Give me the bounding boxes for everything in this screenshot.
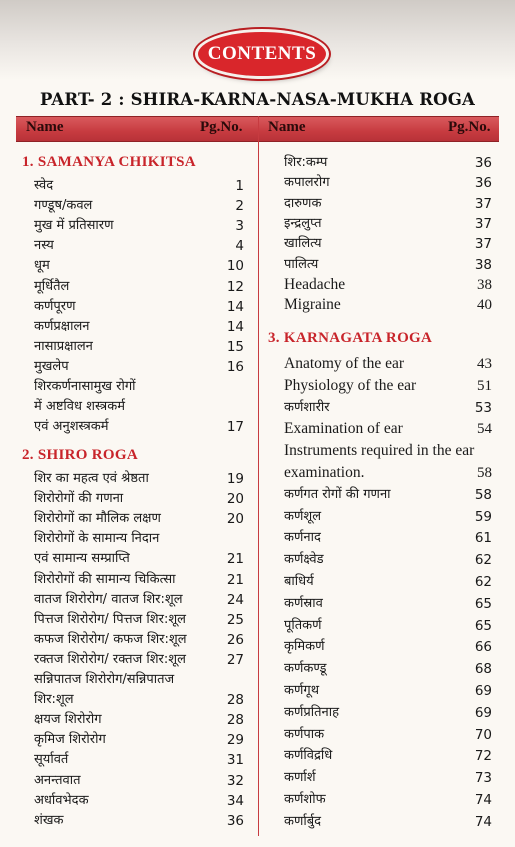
entry-page: 1 (235, 178, 244, 194)
entry-name: कर्णकण्डू (284, 661, 327, 677)
toc-entry[interactable] (34, 670, 244, 690)
entry-name: कर्णपूरण (34, 298, 76, 314)
entry-page: 28 (226, 692, 244, 709)
entry-name: क्षयज शिरोरोग (34, 712, 102, 728)
entry-name: कफज शिरोरोग/ कफज शिर:शूल (34, 631, 187, 647)
entry-page: 66 (474, 639, 492, 656)
toc-entry[interactable] (284, 173, 492, 193)
toc-entry[interactable] (34, 357, 244, 377)
entry-page: 2 (235, 198, 244, 215)
entry-page: 74 (474, 813, 492, 830)
toc-entry[interactable] (284, 376, 492, 396)
toc-entry[interactable] (284, 746, 492, 766)
entry-name: कर्णप्रतिनाह (284, 704, 340, 720)
entry-page: 36 (226, 812, 244, 829)
entry-name: examination. (284, 464, 365, 481)
entry-name: कर्णस्राव (284, 595, 323, 611)
entry-name: धूम (34, 258, 50, 274)
toc-entry[interactable] (34, 489, 244, 509)
entry-page: 14 (226, 318, 244, 335)
entry-name: शिरकर्णनासामुख रोगों (34, 379, 136, 394)
entry-page: 24 (226, 591, 244, 608)
right-name-header: Name (268, 119, 306, 135)
entry-name: शिर:कम्प (284, 155, 328, 170)
entry-name: खालित्य (284, 236, 322, 252)
entry-page: 36 (474, 155, 492, 171)
entry-page: 59 (474, 508, 492, 525)
entry-name: कर्णविद्रधि (284, 748, 333, 764)
entry-name: एवं अनुशस्त्रकर्म (34, 419, 109, 435)
entry-name: कर्णार्बुद (284, 813, 322, 829)
entry-page: 17 (226, 419, 244, 436)
toc-entry[interactable] (284, 572, 492, 592)
entry-page: 16 (226, 358, 244, 375)
entry-page: 29 (226, 732, 244, 749)
toc-entry[interactable] (34, 297, 244, 317)
entry-name: Headache (284, 275, 346, 293)
left-name-header: Name (26, 119, 64, 135)
entry-name: कर्णनाद (284, 530, 321, 546)
entry-name: वातज शिरोरोग/ वातज शिर:शूल (34, 591, 183, 607)
entry-name: मूर्धितैल (34, 278, 70, 294)
contents-badge-label: CONTENTS (207, 43, 317, 64)
toc-entry[interactable] (284, 594, 492, 614)
toc-entry[interactable] (284, 441, 492, 461)
toc-entry[interactable] (284, 354, 492, 374)
toc-entry[interactable] (34, 730, 244, 750)
entry-page: 62 (474, 552, 492, 569)
toc-entry[interactable] (284, 295, 492, 315)
entry-page: 58 (474, 486, 492, 503)
toc-entry[interactable] (284, 659, 492, 679)
entry-name: नस्य (34, 238, 54, 254)
entry-name: Physiology of the ear (284, 376, 417, 394)
toc-entry[interactable] (284, 234, 492, 254)
toc-entry[interactable] (34, 509, 244, 529)
entry-page: 20 (226, 511, 244, 528)
toc-entry[interactable] (284, 550, 492, 570)
entry-name: कर्णशारीर (284, 399, 330, 415)
toc-entry[interactable] (284, 528, 492, 548)
entry-page: 28 (226, 712, 244, 729)
toc-entry[interactable] (34, 236, 244, 256)
toc-entry[interactable] (34, 417, 244, 437)
entry-page: 21 (226, 551, 244, 568)
entry-page: 73 (474, 770, 492, 787)
right-page-header: Pg.No. (448, 119, 491, 135)
toc-entry[interactable] (284, 768, 492, 788)
entry-page: 58 (477, 465, 492, 481)
toc-entry[interactable] (34, 397, 244, 417)
entry-name: शिर:शूल (34, 692, 74, 708)
entry-name: शंखक (34, 812, 64, 828)
entry-page: 36 (474, 175, 492, 192)
entry-page: 19 (226, 471, 244, 487)
toc-entry[interactable] (34, 791, 244, 811)
entry-name: कृमिकर्ण (284, 639, 325, 655)
entry-page: 43 (477, 356, 492, 372)
toc-entry[interactable] (284, 153, 492, 173)
entry-name: शिरोरोगों की सामान्य चिकित्सा (34, 571, 176, 587)
entry-page: 74 (474, 792, 492, 808)
section-heading: 1. SAMANYA CHIKITSA (22, 154, 196, 170)
toc-entry[interactable] (284, 703, 492, 723)
entry-page: 65 (474, 595, 492, 612)
toc-entry[interactable] (34, 469, 244, 489)
entry-page: 27 (226, 651, 244, 668)
toc-entry[interactable] (34, 337, 244, 357)
entry-page: 32 (226, 772, 244, 789)
entry-page: 21 (226, 571, 244, 588)
entry-name: एवं सामान्य सम्प्राप्ति (34, 551, 130, 567)
entry-page: 65 (474, 617, 492, 634)
toc-entry[interactable] (34, 690, 244, 710)
entry-name: पालित्य (284, 256, 319, 272)
entry-name: दारुणक (284, 195, 322, 211)
entry-page: 37 (474, 215, 492, 232)
entry-name: गण्डूष/कवल (34, 198, 93, 214)
entry-name: कर्णप्रक्षालन (34, 318, 90, 334)
section-heading: 3. KARNAGATA ROGA (268, 330, 433, 346)
entry-page: 38 (474, 256, 492, 273)
entry-page: 37 (474, 195, 492, 212)
toc-entry[interactable] (284, 681, 492, 701)
left-page-header: Pg.No. (200, 119, 243, 135)
entry-page: 25 (226, 611, 244, 628)
section-heading: 2. SHIRO ROGA (22, 447, 138, 463)
toc-entry[interactable] (34, 196, 244, 216)
toc-entry[interactable] (284, 725, 492, 745)
entry-page: 14 (226, 298, 244, 315)
entry-name: कृमिज शिरोरोग (34, 732, 106, 748)
entry-page: 10 (226, 258, 244, 275)
entry-name: शिर का महत्व एवं श्रेष्ठता (34, 471, 149, 486)
toc-entry[interactable] (34, 610, 244, 630)
entry-name: Anatomy of the ear (284, 355, 405, 372)
entry-name: इन्द्रलुप्त (284, 215, 322, 231)
entry-name: सूर्यावर्त (34, 752, 69, 768)
entry-page: 54 (477, 421, 492, 438)
entry-page: 62 (474, 574, 492, 590)
entry-page: 12 (226, 278, 244, 295)
toc-entry[interactable] (34, 771, 244, 791)
entry-page: 68 (474, 661, 492, 678)
toc-entry[interactable] (34, 570, 244, 590)
entry-page: 37 (474, 236, 492, 253)
entry-name: कर्णक्ष्वेड (284, 552, 324, 568)
entry-page: 15 (226, 338, 244, 355)
entry-page: 20 (226, 491, 244, 508)
toc-entry[interactable] (284, 507, 492, 527)
toc-entry[interactable] (34, 256, 244, 276)
entry-name: Migraine (284, 296, 341, 314)
entry-page: 26 (226, 631, 244, 648)
toc-entry[interactable] (34, 710, 244, 730)
entry-name: कर्णार्श (284, 770, 316, 786)
toc-entry[interactable] (284, 485, 492, 505)
entry-name: Instruments required in the ear (284, 442, 475, 460)
toc-entry[interactable] (34, 590, 244, 610)
entry-name: में अष्टविध शस्त्रकर्म (34, 399, 125, 415)
entry-name: शिरोरोगों के सामान्य निदान (34, 531, 160, 547)
entry-name: मुखलेप (34, 358, 69, 374)
toc-entry[interactable] (284, 194, 492, 214)
toc-entry[interactable] (284, 812, 492, 832)
entry-name: नासाप्रक्षालन (34, 338, 93, 354)
contents-badge (198, 32, 326, 76)
entry-name: कर्णगत रोगों की गणना (284, 486, 391, 502)
entry-name: कर्णपाक (284, 726, 325, 742)
toc-entry[interactable] (34, 650, 244, 670)
toc-entry[interactable] (34, 529, 244, 549)
toc-entry[interactable] (34, 216, 244, 236)
entry-page: 53 (474, 399, 492, 416)
entry-page: 72 (474, 748, 492, 765)
entry-name: अर्धावभेदक (34, 792, 89, 808)
toc-entry[interactable] (34, 317, 244, 337)
toc-entry[interactable] (284, 419, 492, 439)
entry-name: सन्निपातज शिरोरोग/सन्निपातज (34, 672, 175, 687)
column-divider (258, 116, 259, 836)
part-title: PART- 2 : SHIRA-KARNA-NASA-MUKHA ROGA (39, 90, 476, 109)
entry-name: कपालरोग (284, 175, 330, 191)
toc-entry[interactable] (34, 176, 244, 196)
toc-entry[interactable] (284, 790, 492, 810)
entry-page: 38 (477, 276, 492, 293)
toc-entry[interactable] (284, 616, 492, 636)
toc-entry[interactable] (284, 255, 492, 275)
toc-entry[interactable] (34, 377, 244, 397)
toc-entry[interactable] (284, 463, 492, 483)
entry-name: शिरोरोगों का मौलिक लक्षण (34, 511, 161, 527)
toc-entry[interactable] (284, 275, 492, 295)
entry-name: कर्णशूल (284, 508, 322, 524)
entry-page: 31 (226, 752, 244, 769)
entry-page: 51 (477, 377, 492, 394)
entry-name: Examination of ear (284, 420, 403, 438)
entry-page: 61 (474, 530, 492, 547)
toc-entry[interactable] (34, 549, 244, 569)
entry-name: कर्णशोफ (284, 792, 326, 807)
toc-entry[interactable] (34, 750, 244, 770)
toc-entry[interactable] (34, 630, 244, 650)
entry-page: 69 (474, 704, 492, 721)
entry-name: स्वेद (34, 178, 54, 193)
entry-name: मुख में प्रतिसारण (34, 218, 114, 234)
entry-page: 40 (477, 297, 492, 314)
entry-name: शिरोरोगों की गणना (34, 491, 124, 507)
toc-entry[interactable] (284, 398, 492, 418)
entry-page: 69 (474, 683, 492, 699)
entry-name: पित्तज शिरोरोग/ पित्तज शिर:शूल (34, 611, 186, 627)
entry-page: 4 (235, 238, 244, 255)
entry-page: 34 (226, 792, 244, 809)
entry-name: पूतिकर्ण (284, 617, 322, 633)
entry-name: बाधिर्य (284, 574, 314, 589)
entry-name: अनन्तवात (34, 772, 81, 788)
toc-entry[interactable] (34, 811, 244, 831)
toc-entry[interactable] (284, 637, 492, 657)
toc-entry[interactable] (34, 277, 244, 297)
entry-page: 70 (474, 726, 492, 743)
entry-page: 3 (235, 218, 244, 235)
toc-entry[interactable] (284, 214, 492, 234)
entry-name: कर्णगूथ (284, 683, 320, 698)
entry-name: रक्तज शिरोरोग/ रक्तज शिर:शूल (34, 651, 186, 667)
